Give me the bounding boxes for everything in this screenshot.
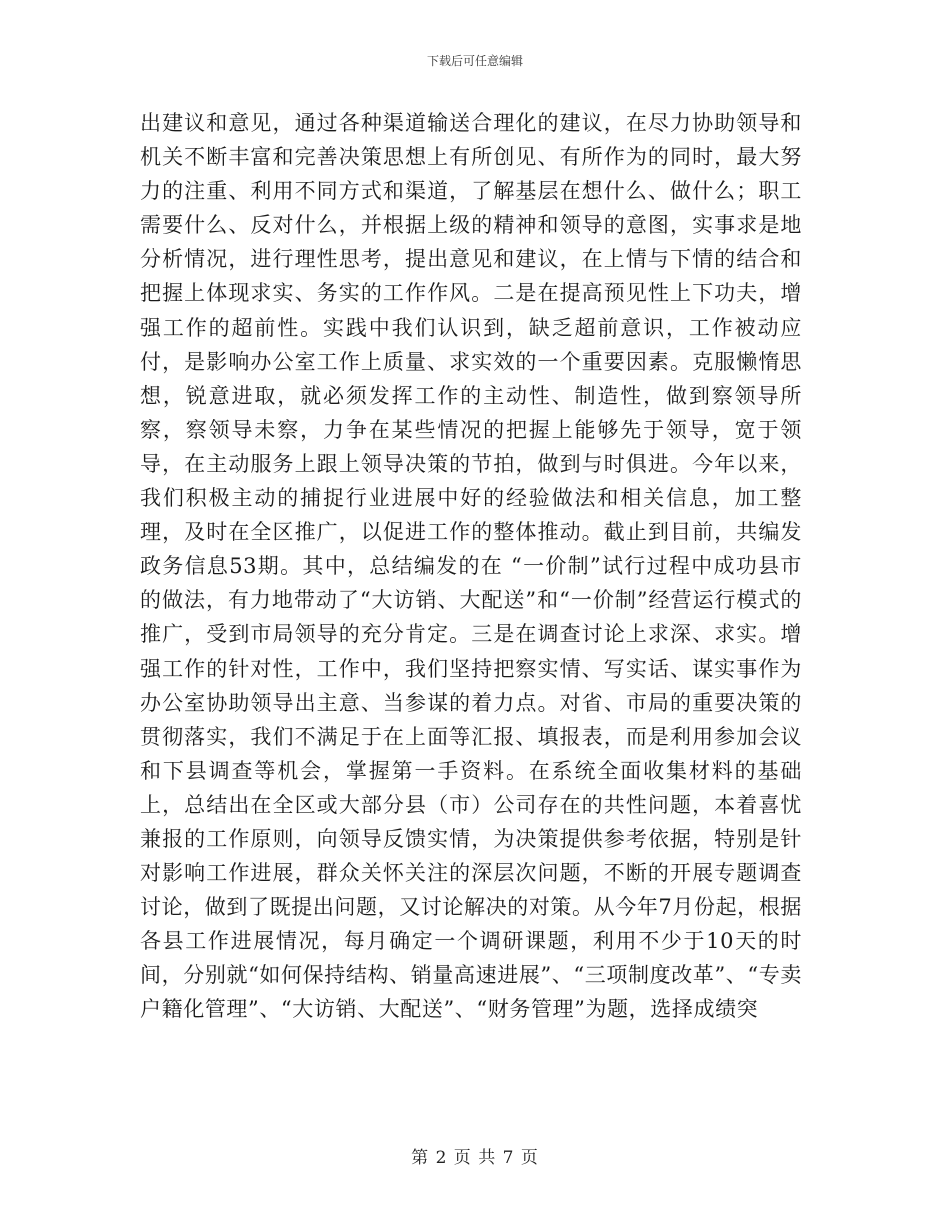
page-header: 下载后可任意编辑 [426,54,523,68]
body-paragraph: 出建议和意见，通过各种渠道输送合理化的建议，在尽力协助领导和机关不断丰富和完善决策思想上有所创见、有所作为的同时，最大努力的注重、利用不同方式和渠道，了解基层在想什么、做什么；职工需要什么、反对什么，并根据上级的精神和领导的意图，实事求是地分析情况，进行理性思考，提出意见和建议，在上情与下情的结合和把握上体现求实、务实的工作作风。二是在提高预见性上下功夫，增强工作的超前性。实践中我们认识到，缺乏超前意识，工作被动应付，是影响办公室工作上质量、求实效的一个重要因素。克服懒惰思想，锐意进取，就必须发挥工作的主动性、制造性，做到察领导所察，察领导未察，力争在某些情况的把握上能够先于领导，宽于领导，在主动服务上跟上领导决策的节拍，做到与时俱进。今年以来，我们积极主动的捕捉行业进展中好的经验做法和相关信息，加工整理，及时在全区推广，以促进工作的整体推动。截止到目前，共编发政务信息53期。其中，总结编发的在 “一价制”试行过程中成功县市的做法，有力地带动了“大访销、大配送”和“一价制”经营运行模式的推广，受到市局领导的充分肯定。三是在调查讨论上求深、求实。增强工作的针对性，工作中，我们坚持把察实情、写实话、谋实事作为办公室协助领导出主意、当参谋的着力点。对省、市局的重要决策的贯彻落实，我们不满足于在上面等汇报、填报表，而是利用参加会议和下县调查等机会，掌握第一手资料。在系统全面收集材料的基础上，总结出在全区或大部分县（市）公司存在的共性问题，本着喜忧兼报的工作原则，向领导反馈实情，为决策提供参考依据，特别是针对影响工作进展，群众关怀关注的深层次问题，不断的开展专题调查讨论，做到了既提出问题，又讨论解决的对策。从今年7月份起，根据各县工作进展情况，每月确定一个调研课题，利用不少于10天的时间，分别就“如何保持结构、销量高速进展”、“三项制度改革”、“专卖户籍化管理”、“大访销、大配送”、“财务管理”为题，选择成绩突 [140,111,802,1022]
page-number: 第 2 页 共 7 页 [411,1148,539,1168]
